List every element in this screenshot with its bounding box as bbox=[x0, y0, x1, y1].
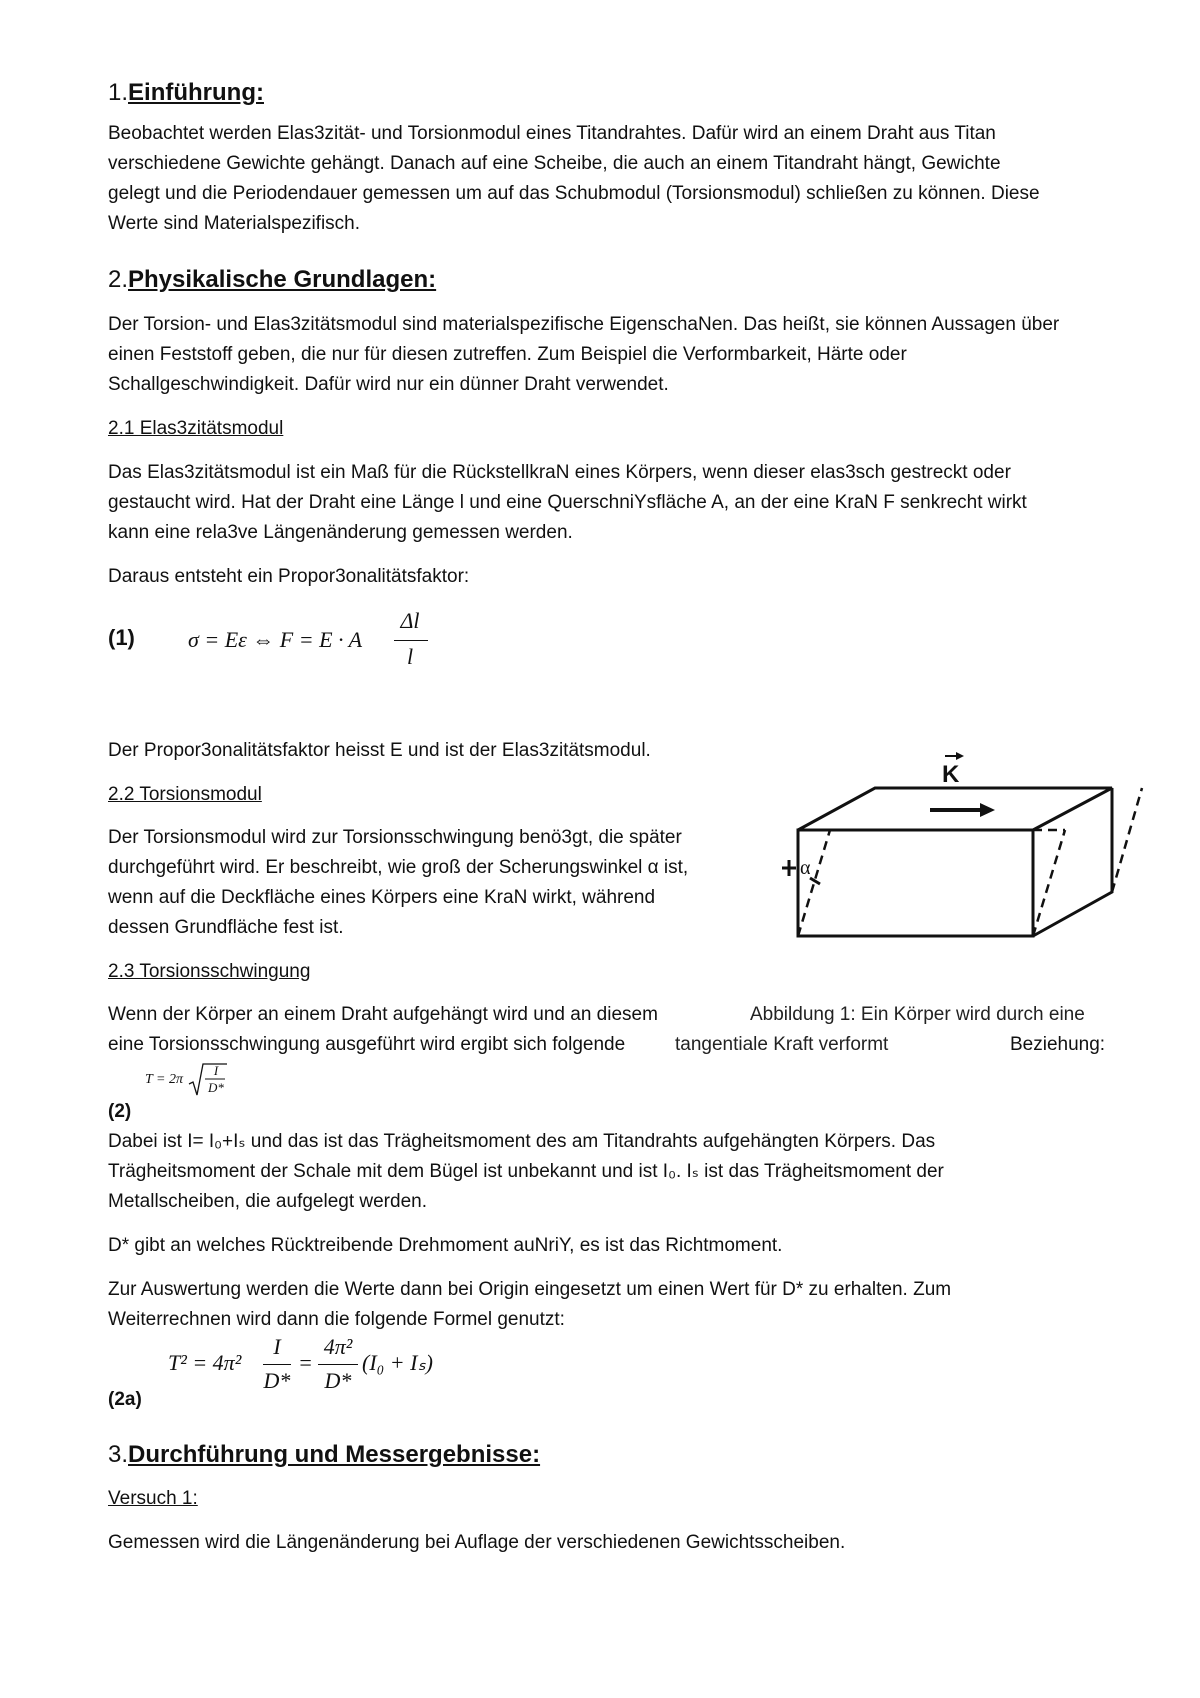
paragraph-line: Das Elas3zitätsmodul ist ein Maß für die RückstellkraN eines Körpers, wenn dieser elas3sch gestreckt oder bbox=[108, 462, 1011, 483]
section-heading-2: 2.Physikalische Grundlagen: bbox=[108, 266, 437, 293]
paragraph-line: D* gibt an welches Rücktreibende Drehmoment auNriY, es ist das Richtmoment. bbox=[108, 1235, 783, 1256]
equation-2a-f1-den: D* bbox=[263, 1368, 291, 1393]
subheading-2-3: 2.3 Torsionsschwingung bbox=[108, 961, 311, 982]
equation-2-lhs: T = 2π bbox=[145, 1072, 183, 1087]
paragraph-line: eine Torsionsschwingung ausgeführt wird ergibt sich folgende bbox=[108, 1034, 626, 1055]
equation-1-denominator: l bbox=[406, 644, 414, 669]
shear-line-left bbox=[798, 830, 830, 936]
paragraph-line: Zur Auswertung werden die Werte dann bei Origin eingesetzt um einen Wert für D* zu erhalten. Zum bbox=[108, 1279, 952, 1300]
paragraph-line: kann eine rela3ve Längenänderung gemessen werden. bbox=[108, 522, 573, 543]
fraction-bar bbox=[394, 640, 428, 641]
shear-line-back bbox=[1112, 788, 1142, 892]
paragraph-line: Der Torsion- und Elas3zitätsmodul sind materialspezifische EigenschaNen. Das heißt, sie können Aussagen über bbox=[108, 314, 1060, 335]
equation-1-lhs: σ = Eε ⇔ F = E · A bbox=[188, 627, 363, 652]
paragraph-line: Beziehung: bbox=[1010, 1034, 1106, 1055]
paragraph-line: Metallscheiben, die aufgelegt werden. bbox=[108, 1191, 427, 1212]
paragraph-line: Werte sind Materialspezifisch. bbox=[108, 213, 361, 234]
equation-2-rad-den: D* bbox=[208, 1080, 224, 1095]
paragraph-line: gestaucht wird. Hat der Draht eine Länge l und eine QuerschniYsfläche A, an der eine KraN F senkrecht wirkt bbox=[108, 492, 1027, 513]
section-heading-1: 1.Einführung: bbox=[108, 79, 264, 106]
paragraph-line: Beobachtet werden Elas3zität- und Torsionmodul eines Titandrahtes. Dafür wird an einem Draht aus Titan bbox=[108, 123, 996, 144]
fraction-bar bbox=[318, 1364, 358, 1365]
equation-2-rad-num: I bbox=[213, 1063, 219, 1078]
equation-1-numerator: Δl bbox=[400, 608, 420, 633]
subheading-2-1: 2.1 Elas3zitätsmodul bbox=[108, 418, 284, 439]
equation-2a-rhs: (I₀ + Iₛ) bbox=[362, 1350, 434, 1375]
equation-label-2: (2) bbox=[108, 1101, 132, 1122]
equation-2a-f2-num: 4π² bbox=[323, 1334, 353, 1359]
paragraph-line: Der Torsionsmodul wird zur Torsionsschwingung benö3gt, die später bbox=[108, 827, 682, 848]
equation-label-1: (1) bbox=[108, 625, 135, 650]
equation-label-2a: (2a) bbox=[108, 1389, 142, 1410]
paragraph-line: durchgeführt wird. Er beschreibt, wie groß der Scherungswinkel α ist, bbox=[108, 857, 689, 878]
fraction-bar bbox=[263, 1364, 291, 1365]
angle-label: α bbox=[800, 857, 811, 879]
section-heading-3: 3.Durchführung und Messergebnisse: bbox=[108, 1441, 541, 1468]
figure-caption-line: tangentiale Kraft verformt bbox=[675, 1034, 889, 1055]
subheading-2-2: 2.2 Torsionsmodul bbox=[108, 784, 262, 805]
shear-box-figure bbox=[780, 750, 1160, 950]
box-front-face bbox=[798, 830, 1033, 936]
equation-2a-f2-den: D* bbox=[324, 1368, 352, 1393]
paragraph-line: gelegt und die Periodendauer gemessen um auf das Schubmodul (Torsionsmodul) schließen zu können. Diese bbox=[108, 183, 1040, 204]
force-arrowhead bbox=[980, 803, 995, 817]
paragraph-line: Daraus entsteht ein Propor3onalitätsfaktor: bbox=[108, 566, 470, 587]
paragraph-line: Weiterrechnen wird dann die folgende Formel genutzt: bbox=[108, 1309, 565, 1330]
paragraph-line: Dabei ist I= I₀+Iₛ und das ist das Trägheitsmoment des am Titandrahts aufgehängten Körpers. Das bbox=[108, 1131, 936, 1152]
subheading-versuch-1: Versuch 1: bbox=[108, 1488, 198, 1509]
paragraph-line: Gemessen wird die Längenänderung bei Auflage der verschiedenen Gewichtsscheiben. bbox=[108, 1532, 846, 1553]
paragraph-line: Trägheitsmoment der Schale mit dem Bügel ist unbekannt und ist I₀. Iₛ ist das Trägheitsmoment der bbox=[108, 1161, 944, 1182]
figure-caption-line: Abbildung 1: Ein Körper wird durch eine bbox=[750, 1004, 1085, 1025]
paragraph-line: einen Feststoff geben, die nur für diesen zutreffen. Zum Beispiel die Verformbarkeit, Härte oder bbox=[108, 344, 907, 365]
paragraph-line: wenn auf die Deckfläche eines Körpers eine KraN wirkt, während bbox=[108, 887, 656, 908]
vector-label: K bbox=[942, 761, 960, 788]
paragraph-line: verschiedene Gewichte gehängt. Danach auf eine Scheibe, die auch an einem Titandraht hängt, Gewichte bbox=[108, 153, 1001, 174]
equation-2a-lhs: T² = 4π² bbox=[168, 1350, 242, 1375]
paragraph-line: dessen Grundfläche fest ist. bbox=[108, 917, 344, 938]
paragraph-line: Der Propor3onalitätsfaktor heisst E und ist der Elas3zitätsmodul. bbox=[108, 740, 651, 761]
paragraph-line: Wenn der Körper an einem Draht aufgehängt wird und an diesem bbox=[108, 1004, 658, 1025]
equation-2a-equals: = bbox=[298, 1350, 313, 1375]
equation-2a-f1-num: I bbox=[273, 1334, 281, 1359]
paragraph-line: Schallgeschwindigkeit. Dafür wird nur ein dünner Draht verwendet. bbox=[108, 374, 669, 395]
